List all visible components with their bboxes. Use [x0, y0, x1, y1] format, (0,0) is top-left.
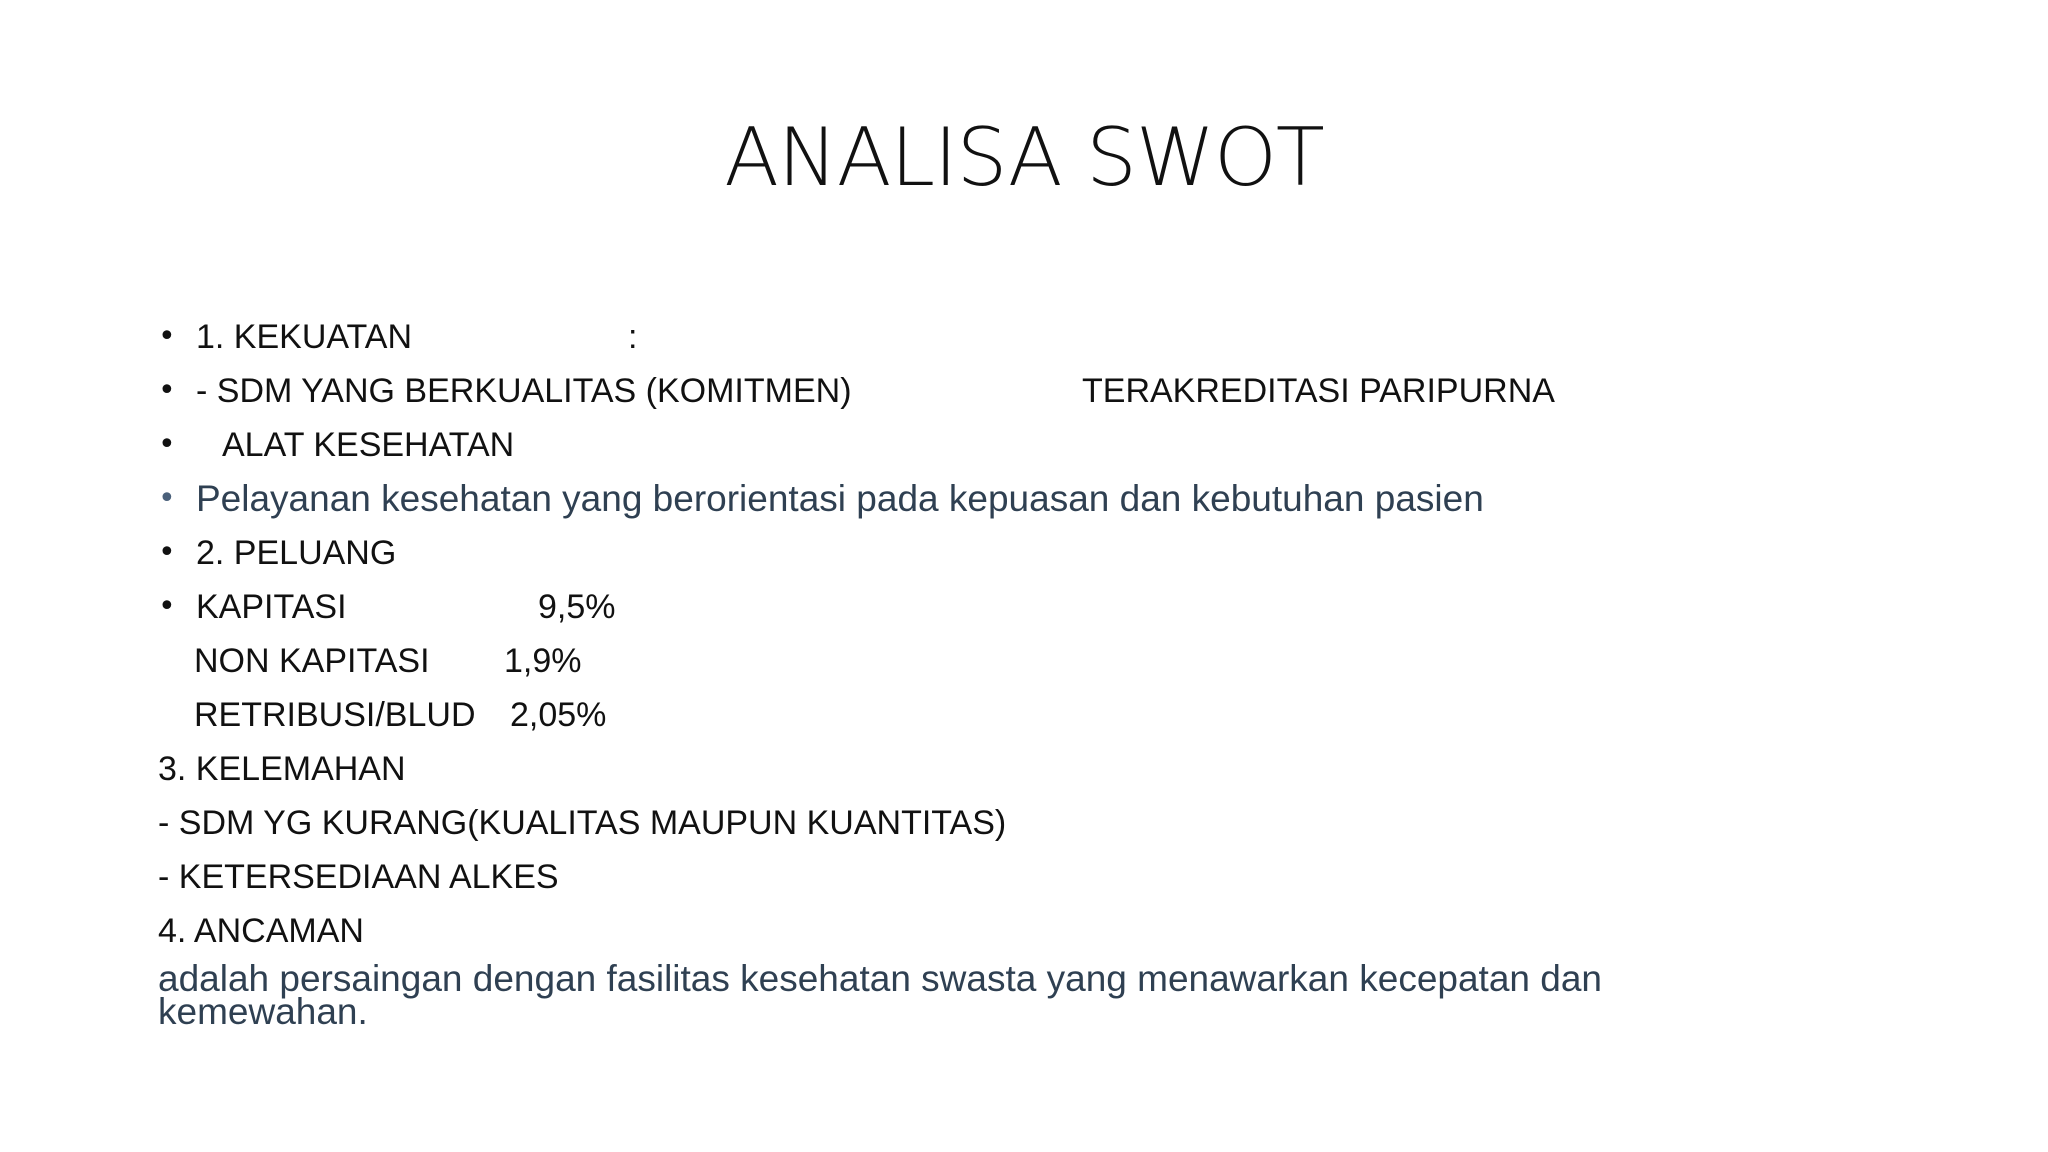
opportunity-non-kapitasi-label: NON KAPITASI: [194, 642, 430, 680]
opportunity-retribusi-label: RETRIBUSI/BLUD: [194, 696, 476, 734]
list-item: [158, 310, 1858, 364]
strength-item-service: Pelayanan kesehatan yang berorientasi pada kepuasan dan kebutuhan pasien: [196, 478, 1484, 519]
list-item: [158, 526, 1858, 580]
bullet-icon: •: [158, 319, 176, 354]
opportunity-retribusi-value: 2,05%: [510, 696, 607, 734]
slide-title: ANALISA SWOT: [724, 111, 1324, 204]
list-item: [158, 688, 1858, 742]
bullet-icon: •: [158, 427, 176, 462]
opportunity-heading: 2. PELUANG: [196, 534, 397, 572]
bullet-icon: •: [158, 373, 176, 408]
strength-heading: 1. KEKUATAN: [196, 318, 413, 356]
threat-paragraph: adalah persaingan dengan fasilitas kesehatan swasta yang menawarkan kecepatan dan kemewahan.: [158, 958, 1602, 1032]
list-item: [158, 904, 1858, 958]
bullet-icon: •: [158, 535, 176, 570]
list-item: [158, 418, 1858, 472]
list-item: [158, 742, 1858, 796]
list-item: [158, 634, 1858, 688]
weakness-heading: 3. KELEMAHAN: [158, 750, 406, 788]
list-item: [158, 850, 1858, 904]
threat-heading: 4. ANCAMAN: [158, 912, 364, 950]
list-item: [158, 364, 1858, 418]
bullet-icon: •: [158, 589, 176, 624]
list-item: [158, 796, 1858, 850]
opportunity-kapitasi-label: KAPITASI: [196, 588, 347, 626]
bullet-icon: •: [158, 481, 176, 516]
colon-separator: :: [628, 318, 638, 356]
opportunity-non-kapitasi-value: 1,9%: [504, 642, 582, 680]
strength-item-sdm: - SDM YANG BERKUALITAS (KOMITMEN): [196, 372, 852, 410]
list-item: [158, 472, 1858, 526]
slide-content: [158, 310, 1858, 1032]
list-item: [158, 580, 1858, 634]
strength-item-equipment: ALAT KESEHATAN: [222, 426, 515, 464]
weakness-item-alkes: - KETERSEDIAAN ALKES: [158, 858, 559, 896]
opportunity-kapitasi-value: 9,5%: [538, 588, 616, 626]
weakness-item-sdm: - SDM YG KURANG(KUALITAS MAUPUN KUANTITAS): [158, 804, 1007, 842]
strength-item-accreditation: TERAKREDITASI PARIPURNA: [1082, 372, 1555, 410]
